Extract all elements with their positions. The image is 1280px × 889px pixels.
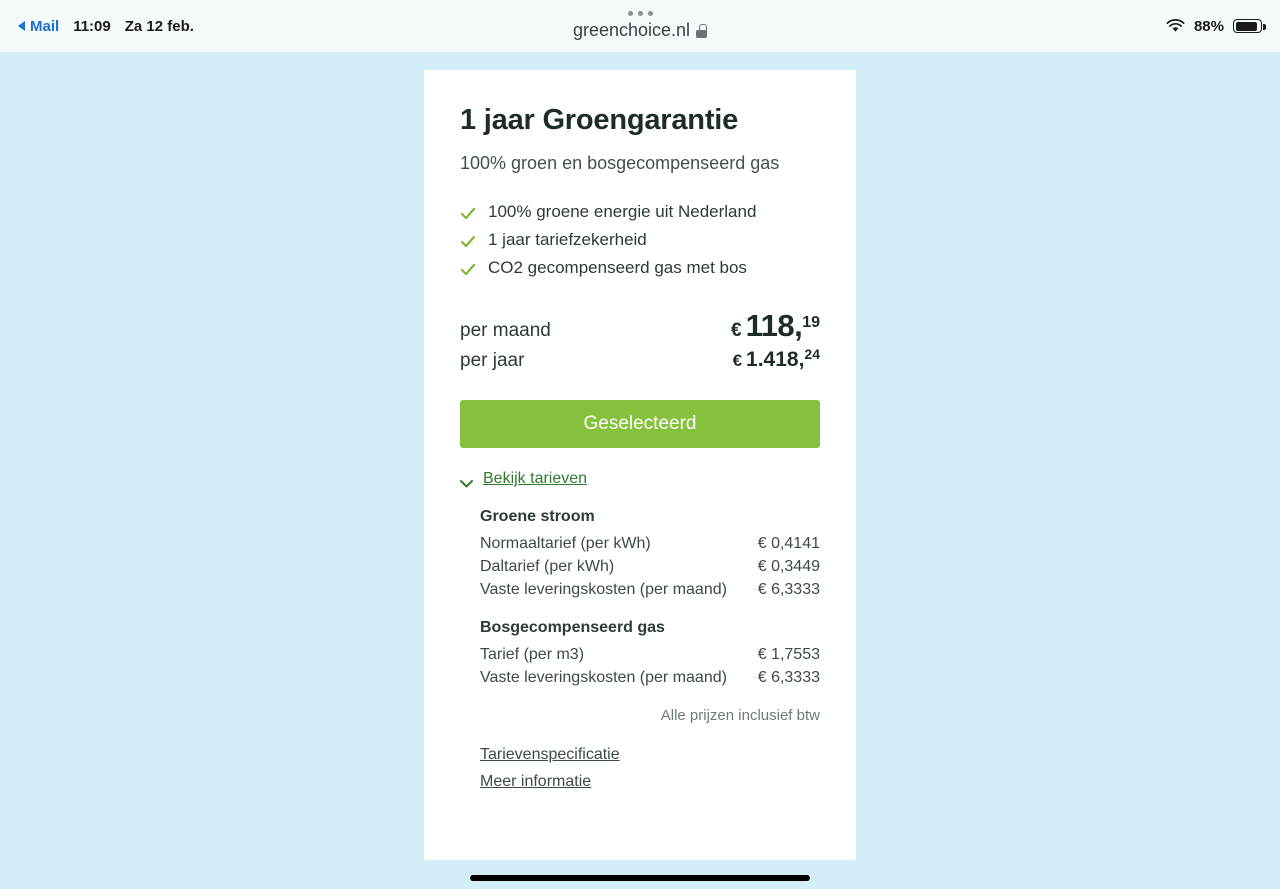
card-links	[460, 746, 820, 791]
rate-value: € 6,3333	[757, 668, 820, 686]
clock-label: 11:09	[73, 17, 111, 35]
web-page-body	[0, 52, 1280, 889]
bekijk-tarieven-label: Bekijk tarieven	[483, 470, 588, 487]
battery-percent-label: 88%	[1193, 17, 1224, 35]
geselecteerd-button[interactable]: Geselecteerd	[460, 400, 820, 448]
vat-note: Alle prijzen inclusief btw	[660, 707, 820, 724]
home-indicator[interactable]	[470, 875, 810, 881]
spacer	[480, 601, 820, 619]
card-subtitle: 100% groen en bosgecompenseerd gas	[460, 153, 780, 173]
address-bar[interactable]	[573, 20, 707, 41]
tarievenspecificatie-link[interactable]: Tarievenspecificatie	[480, 746, 620, 763]
rate-value: € 0,3449	[757, 557, 820, 575]
rate-label: Normaaltarief (per kWh)	[480, 534, 651, 552]
table-row	[480, 578, 820, 601]
table-row	[480, 666, 820, 689]
status-bar-right	[1166, 0, 1262, 52]
rates-table	[460, 508, 820, 724]
wifi-icon	[1166, 19, 1185, 33]
price-year-cents: 24	[804, 346, 820, 362]
back-app-label: Mail	[30, 17, 60, 35]
rate-value: € 1,7553	[757, 645, 820, 663]
price-row-year	[460, 348, 820, 372]
feature-label: 1 jaar tariefzekerheid	[488, 230, 647, 249]
meer-informatie-link[interactable]: Meer informatie	[480, 773, 592, 790]
price-year-amount: 1.418,	[746, 348, 805, 371]
list-item	[460, 258, 820, 278]
list-item	[460, 202, 820, 222]
price-row-month	[460, 308, 820, 344]
price-month-label: per maand	[460, 320, 551, 341]
bekijk-tarieven-toggle[interactable]	[460, 470, 820, 488]
rates-group-title-gas: Bosgecompenseerd gas	[480, 619, 665, 636]
rate-value: € 0,4141	[757, 534, 820, 552]
list-item	[460, 230, 820, 250]
feature-list	[460, 202, 820, 278]
rate-label: Daltarief (per kWh)	[480, 557, 615, 575]
date-label: Za 12 feb.	[124, 17, 194, 35]
price-year-label: per jaar	[460, 350, 525, 371]
lock-icon	[696, 24, 707, 38]
check-icon	[460, 206, 476, 222]
check-icon	[460, 234, 476, 250]
tariff-card	[424, 70, 856, 860]
rate-label: Vaste leveringskosten (per maand)	[480, 580, 727, 598]
status-bar-center	[0, 0, 1280, 52]
tab-overview-dots-icon[interactable]	[628, 11, 653, 16]
check-icon	[460, 262, 476, 278]
feature-label: CO2 gecompenseerd gas met bos	[488, 258, 747, 277]
price-year-value	[733, 348, 820, 372]
rate-label: Vaste leveringskosten (per maand)	[480, 668, 727, 686]
price-month-cents: 19	[802, 314, 820, 331]
status-bar	[0, 0, 1280, 52]
table-row	[480, 643, 820, 666]
feature-label: 100% groene energie uit Nederland	[488, 202, 757, 221]
table-row	[480, 555, 820, 578]
page-title: 1 jaar Groengarantie	[460, 104, 739, 136]
table-row	[480, 532, 820, 555]
chevron-down-icon	[460, 475, 473, 484]
rates-group-title-stroom: Groene stroom	[480, 508, 595, 525]
currency-symbol: €	[731, 320, 742, 341]
price-month-amount: 118,	[745, 308, 803, 343]
rate-label: Tarief (per m3)	[480, 645, 585, 663]
battery-icon	[1233, 19, 1262, 33]
currency-symbol: €	[732, 351, 743, 370]
price-month-value	[731, 308, 820, 344]
rate-value: € 6,3333	[757, 580, 820, 598]
url-label: greenchoice.nl	[572, 20, 691, 40]
